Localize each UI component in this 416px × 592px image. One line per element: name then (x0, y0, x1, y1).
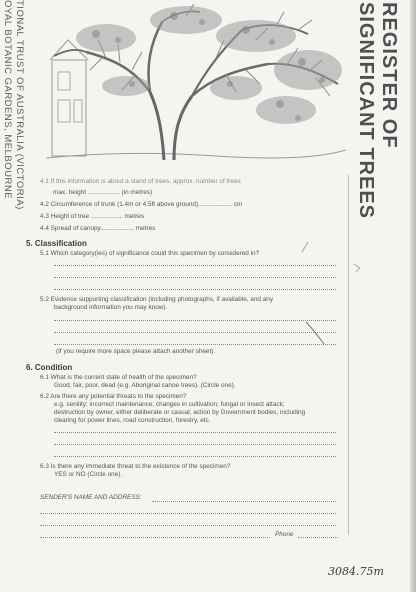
question-6-2-line-1: 6.2 Are there any potential threats to the specimen? (40, 393, 187, 400)
question-4-4: 4.4 Spread of canopy................... metres (40, 225, 156, 232)
question-4-2: 4.2 Circumference of trunk (1.4m or 4.5ft above ground)................... cm (40, 201, 243, 208)
question-6-3-line-2: YES or NO (Circle one). (54, 471, 123, 478)
section-5-heading: 5. Classification (26, 239, 87, 248)
question-6-2-line-2: e.g. senility; incorrect maintenance; changes in cultivation; fungal or insect attack; (54, 401, 285, 408)
sender-address-line-2[interactable] (40, 525, 336, 526)
answer-line-5-2a[interactable] (54, 320, 336, 321)
question-6-3-line-1: 6.3 Is there any immediate threat to the existence of the specimen? (40, 463, 231, 470)
sheet-edge (410, 0, 416, 592)
answer-line-5-1c[interactable] (54, 289, 336, 290)
pen-tick-mark (300, 238, 340, 260)
pen-stroke-mark (300, 318, 330, 348)
organisation-location: OYAL BOTANIC GARDENS, MELBOURNE (2, 0, 13, 200)
question-6-1-line-1: 6.1 What is the current state of health of the specimen? (40, 374, 197, 381)
section-6-heading: 6. Condition (26, 363, 73, 372)
answer-line-6-2a[interactable] (54, 432, 336, 433)
question-5-2-line-1: 5.2 Evidence supporting classification (including photographs, if available, and any (40, 296, 274, 303)
title-line-1: REGISTER OF (378, 2, 400, 149)
question-5-1: 5.1 Which category(ies) of significance could this specimen by considered in? (40, 250, 260, 257)
phone-label: Phone (275, 531, 294, 538)
organisation-name: TIONAL TRUST OF AUSTRALIA (VICTORIA) (14, 0, 25, 210)
phone-line[interactable] (298, 537, 338, 538)
tree-illustration (46, 0, 346, 175)
question-6-2-line-3: destruction by owner, either deliberate or casual; action by Government bodies, including (54, 409, 306, 416)
answer-line-6-2c[interactable] (54, 456, 336, 457)
handwritten-reference-number: 3084.75m (328, 565, 384, 578)
margin-mark (352, 262, 364, 274)
sender-address-line-3[interactable] (40, 537, 270, 538)
question-4-1-max-height: max. height .................. (in metres) (53, 189, 153, 196)
question-4-3: 4.3 Height of tree .................. metres (40, 213, 145, 220)
sender-address-line-1[interactable] (40, 513, 336, 514)
question-6-1-line-2: Good, fair, poor, dead (e.g. Aboriginal canoe trees). (Circle one). (54, 382, 236, 389)
answer-line-5-1b[interactable] (54, 277, 336, 278)
question-5-2-line-2: background information you may know). (54, 304, 168, 311)
cut-question-4-1: 4.1 If this information is about a stand of trees, approx. number of trees (40, 178, 241, 185)
attach-sheet-note: (If you require more space please attach another sheet). (56, 348, 216, 355)
answer-line-5-2b[interactable] (54, 332, 336, 333)
sender-name-address-label: SENDER'S NAME AND ADDRESS: (40, 494, 142, 501)
question-6-2-line-4: clearing for power lines, road construction, forestry, etc. (54, 417, 211, 424)
answer-line-5-2c[interactable] (54, 344, 336, 345)
margin-line (348, 175, 349, 535)
sender-name-line[interactable] (152, 501, 336, 502)
answer-line-6-2b[interactable] (54, 444, 336, 445)
title-line-2: SIGNIFICANT TREES (355, 2, 377, 220)
answer-line-5-1a[interactable] (54, 265, 336, 266)
page-title (354, 2, 400, 219)
